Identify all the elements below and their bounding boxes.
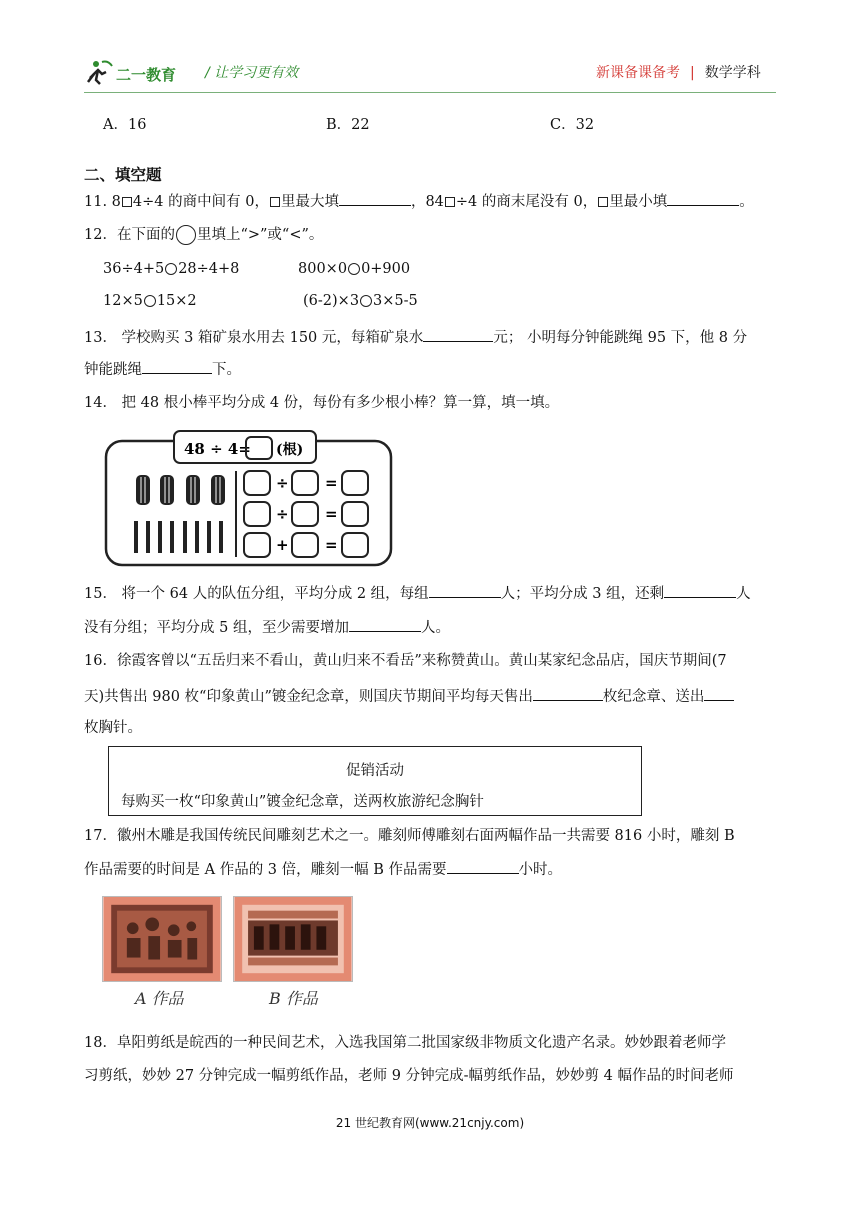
logo-text: 二一教育 (116, 66, 177, 84)
question-12: 12．在下面的 里填上“>”或“<”。 (84, 227, 324, 243)
operator-divide: ÷ (276, 505, 289, 523)
single-sticks (136, 521, 221, 553)
stick-bundles (136, 475, 225, 505)
answer-blank[interactable] (339, 191, 411, 206)
answer-box[interactable] (244, 502, 270, 526)
compare-2: 800×0 0+900 (298, 261, 411, 277)
question-13-line2: 钟能跳绳 下。 (84, 359, 784, 380)
artwork-a (102, 896, 222, 982)
circle-blank[interactable] (165, 263, 177, 275)
circle-blank[interactable] (348, 263, 360, 275)
artwork-b (233, 896, 353, 982)
answer-box[interactable] (342, 502, 368, 526)
compare-3: 12×5 15×2 (103, 293, 197, 309)
answer-blank[interactable] (664, 583, 736, 598)
header-right (596, 62, 761, 82)
question-15-line2: 没有分组；平均分成 5 组，至少需要增加 人。 (84, 617, 784, 638)
answer-box[interactable] (292, 502, 318, 526)
question-16-line3: 枚胸针。 (84, 720, 142, 736)
page-footer: 21 世纪教育网(www.21cnjy.com) (335, 1116, 525, 1130)
bundle (211, 475, 225, 505)
header-divider (84, 92, 776, 93)
circle-blank[interactable] (360, 295, 372, 307)
answer-box[interactable] (342, 533, 368, 557)
question-18-line1: 18．阜阳剪纸是皖西的一种民间艺术，入选我国第二批国家级非物质文化遗产名录。妙妙跟着老师学 (84, 1035, 726, 1051)
equals-sign: = (325, 536, 338, 554)
compare-1: 36÷4+5 28÷4+8 (103, 261, 240, 277)
answer-blank[interactable] (704, 686, 734, 701)
header-separator: | (690, 65, 695, 81)
square-box (598, 197, 608, 207)
section-title: 二、填空题 (84, 166, 162, 184)
equals-sign: = (325, 474, 338, 492)
artwork-b-caption: B 作品 (269, 989, 318, 1008)
bundle (136, 475, 150, 505)
question-13-line1: 13． 学校购买 3 箱矿泉水用去 150 元，每箱矿泉水 元； 小明每分钟能跳绳 95 下，他 8 分 (84, 327, 784, 348)
question-16-line1: 16．徐霞客曾以“五岳归来不看山，黄山归来不看岳”来称赞黄山。黄山某家纪念品店，国庆节期间(7 (84, 653, 727, 669)
answer-blank[interactable] (533, 686, 603, 701)
answer-blank[interactable] (667, 191, 739, 206)
question-18-line2: 习剪纸，妙妙 27 分钟完成一幅剪纸作品，老师 9 分钟完成-幅剪纸作品，妙妙剪 4 幅作品的时间老师 (84, 1068, 734, 1084)
question-17-line2: 作品需要的时间是 A 作品的 3 倍，雕刻一幅 B 作品需要 小时。 (84, 859, 784, 880)
promo-box (108, 746, 642, 816)
square-box (445, 197, 455, 207)
header-course-label: 新课备课备考 (596, 65, 680, 81)
question-14: 14． 把 48 根小棒平均分成 4 份，每份有多少根小棒？算一算，填一填。 (84, 395, 560, 411)
answer-box[interactable] (244, 533, 270, 557)
header-slogan: / 让学习更有效 (205, 65, 299, 81)
brand-logo (84, 58, 194, 88)
answer-box[interactable] (342, 471, 368, 495)
bundle (186, 475, 200, 505)
promo-title: 促销活动 (346, 763, 404, 779)
answer-blank[interactable] (429, 583, 501, 598)
equation-left: 48 ÷ 4= (184, 440, 251, 458)
question-17-line1: 17．徽州木雕是我国传统民间雕刻艺术之一。雕刻师傅雕刻右面两幅作品一共需要 816 小时，雕刻 B (84, 828, 735, 844)
bundle (160, 475, 174, 505)
runner-icon (88, 61, 112, 84)
equation-unit: (根) (276, 442, 304, 458)
answer-box[interactable] (244, 471, 270, 495)
option-c: C．32 (550, 117, 595, 133)
answer-box[interactable] (292, 471, 318, 495)
answer-box[interactable] (292, 533, 318, 557)
question-11: 11. 8 4÷4 的商中间有 0， 里最大填 ，84 ÷4 的商末尾没有 0， 里最小填 。 (84, 191, 784, 212)
compare-4: (6-2)×3 3×5-5 (303, 293, 418, 309)
answer-blank[interactable] (447, 859, 519, 874)
header-subject-label: 数学学科 (704, 65, 761, 81)
stick-diagram (104, 427, 394, 569)
option-b: B．22 (326, 117, 370, 133)
operator-plus: + (276, 536, 289, 554)
artwork-a-caption: A 作品 (135, 989, 184, 1008)
question-15-line1: 15． 将一个 64 人的队伍分组，平均分成 2 组，每组 人；平均分成 3 组，还剩 人 (84, 583, 784, 604)
answer-blank[interactable] (142, 359, 212, 374)
circle-blank[interactable] (176, 225, 196, 245)
square-box (122, 197, 132, 207)
operator-divide: ÷ (276, 474, 289, 492)
question-16-line2: 天)共售出 980 枚“印象黄山”镀金纪念章，则国庆节期间平均每天售出 枚纪念章、送出 (84, 686, 784, 707)
answer-blank[interactable] (423, 327, 493, 342)
answer-blank[interactable] (349, 617, 421, 632)
equals-sign: = (325, 505, 338, 523)
square-box (270, 197, 280, 207)
option-a: A．16 (103, 117, 147, 133)
circle-blank[interactable] (144, 295, 156, 307)
promo-body: 每购买一枚“印象黄山”镀金纪念章，送两枚旅游纪念胸针 (121, 794, 484, 810)
